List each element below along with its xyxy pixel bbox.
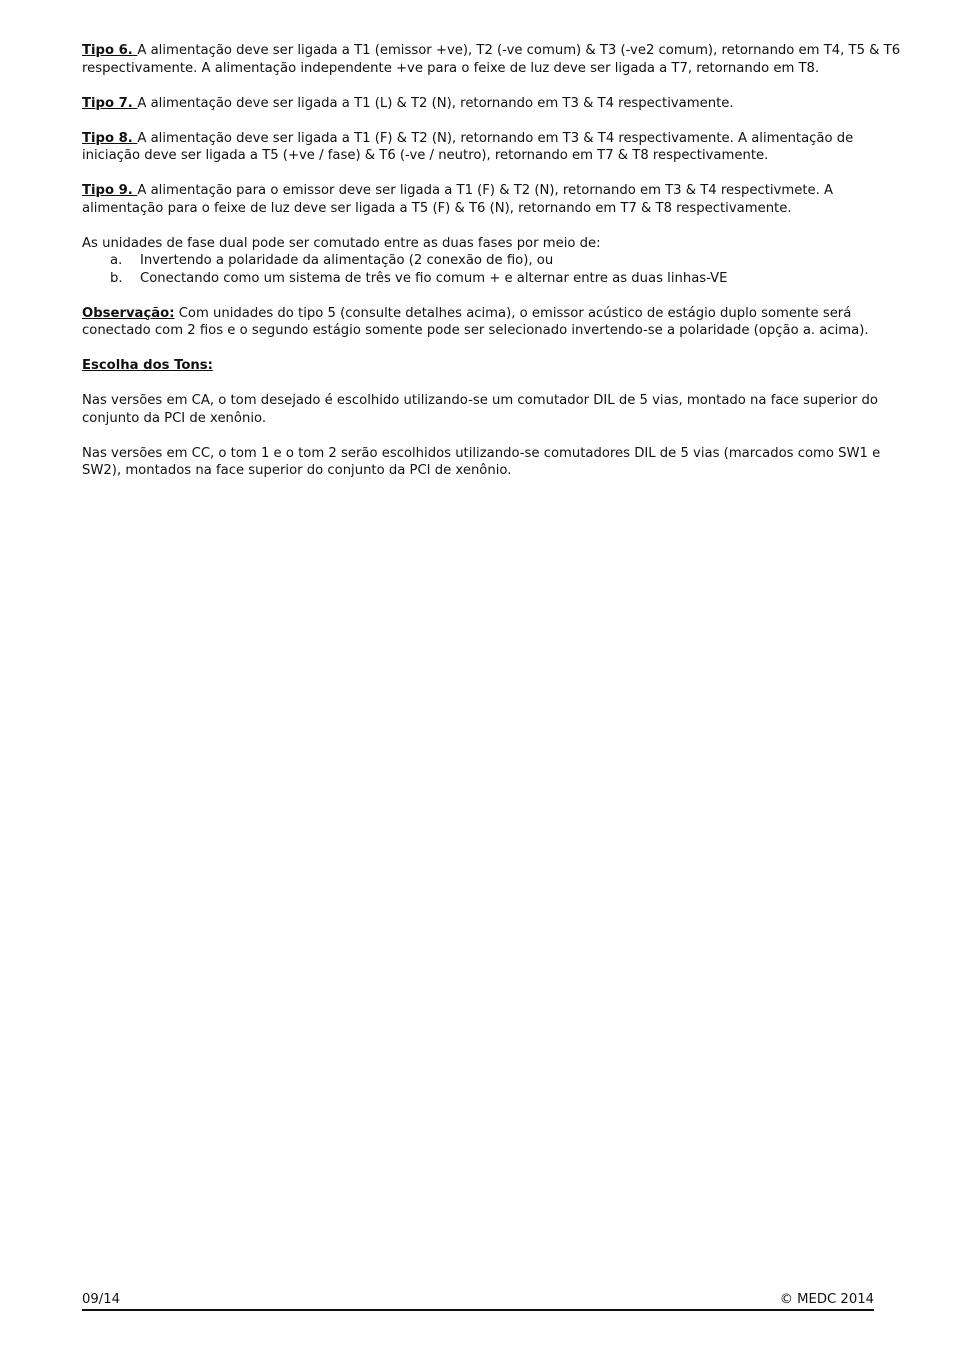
heading-escolha-dos-tons [82, 357, 902, 375]
footer-date: 09/14 [82, 1292, 121, 1307]
heading-text: Escolha dos Tons: [82, 358, 213, 373]
list-item [82, 270, 902, 288]
paragraph-tipo-9 [82, 182, 902, 217]
text-tipo-6: A alimentação deve ser ligada a T1 (emissor +ve), T2 (-ve comum) & T3 (-ve2 comum), retornando em T4, T5 & T6 respectivamente. A alimentação independente +ve para o feixe de luz deve ser ligada a T7, retornando em T8. [82, 43, 901, 76]
label-tipo-6: Tipo 6. [82, 43, 138, 58]
list-marker: b. [110, 270, 123, 286]
label-tipo-7: Tipo 7. [82, 95, 138, 111]
list-item-text: Conectando como um sistema de três ve fio comum + e alternar entre as duas linhas-VE [140, 270, 728, 286]
text-tipo-8: A alimentação deve ser ligada a T1 (F) & T2 (N), retornando em T3 & T4 respectivamente. A alimentação de iniciação deve ser ligada a T5 (+ve / fase) & T6 (-ve / neutro), retornando em T7 & T8 respectivamente. [82, 130, 854, 163]
paragraph-tipo-7 [82, 95, 902, 113]
text-observacao: Com unidades do tipo 5 (consulte detalhes acima), o emissor acústico de estágio duplo somente será conectado com 2 fios e o segundo estágio somente pode ser selecionado invertendo-se a polaridade (opção a. acima). [82, 305, 869, 338]
paragraph-cc-versions: Nas versões em CC, o tom 1 e o tom 2 serão escolhidos utilizando-se comutadores DIL de 5 vias (marcados como SW1 e SW2), montados na face superior do conjunto da PCI de xenônio. [82, 445, 881, 478]
paragraph-tipo-6 [82, 42, 902, 77]
paragraph-tipo-8 [82, 130, 902, 165]
text-tipo-7: A alimentação deve ser ligada a T1 (L) & T2 (N), retornando em T3 & T4 respectivamente. [137, 95, 734, 111]
text-tipo-9: A alimentação para o emissor deve ser ligada a T1 (F) & T2 (N), retornando em T3 & T4 respectivmete. A alimentação para o feixe de luz deve ser ligada a T5 (F) & T6 (N), retornando em T7 & T8 respectivamente. [82, 183, 834, 216]
footer-copyright: © MEDC 2014 [779, 1292, 874, 1307]
document-body [82, 42, 902, 497]
list-item-text: Invertendo a polaridade da alimentação (2 conexão de fio), ou [140, 253, 554, 268]
label-tipo-9: Tipo 9. [82, 183, 138, 198]
paragraph-observacao [82, 305, 902, 340]
list-item [82, 252, 902, 270]
label-observacao: Observação: [82, 305, 175, 321]
list-marker: a. [110, 253, 123, 268]
paragraph-dual-phase: As unidades de fase dual pode ser comutado entre as duas fases por meio de: [82, 235, 601, 251]
paragraph-ca-versions: Nas versões em CA, o tom desejado é escolhido utilizando-se um comutador DIL de 5 vias, montado na face superior do conjunto da PCI de xenônio. [82, 393, 878, 426]
page-footer [82, 1292, 874, 1311]
label-tipo-8: Tipo 8. [82, 130, 138, 146]
dual-phase-options-list [82, 252, 902, 287]
